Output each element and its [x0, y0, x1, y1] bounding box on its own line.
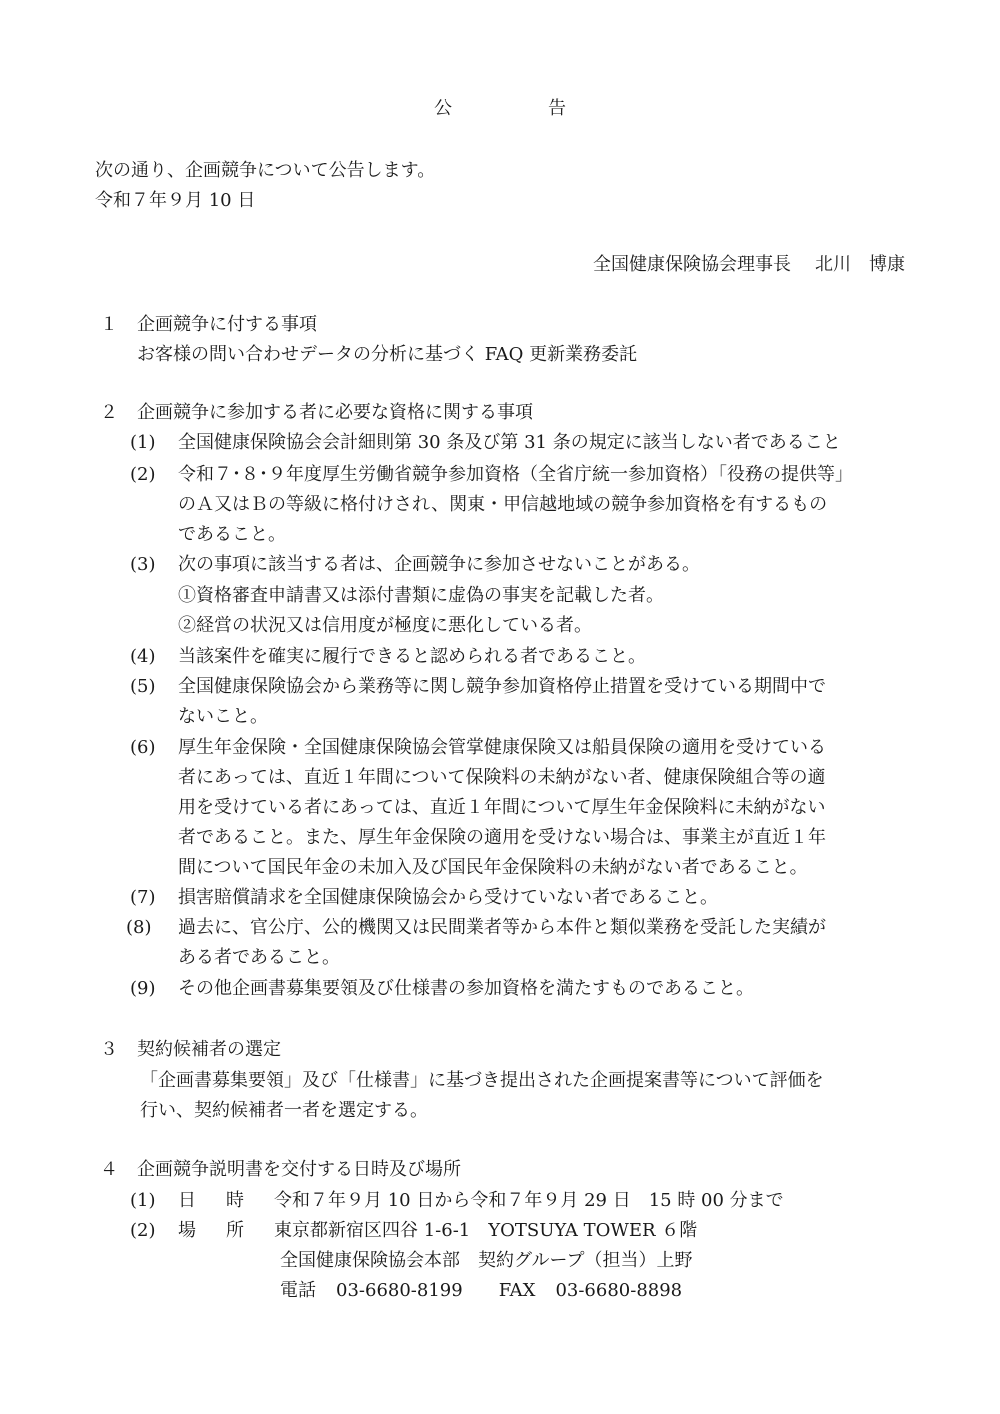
row-value: 令和７年９月 10 日から令和７年９月 29 日 15 時 00 分まで — [274, 1190, 784, 1211]
section-number: ２ — [100, 402, 118, 423]
item-number: (8) — [126, 917, 152, 938]
item-text-cont: 者にあっては、直近１年間について保険料の未納がない者、健康保険組合等の適 — [178, 767, 826, 788]
qualification-item — [126, 913, 826, 943]
item-text-cont: であること。 — [178, 524, 286, 545]
item-number: (4) — [130, 646, 156, 667]
contact-department: 全国健康保険協会本部 契約グループ（担当）上野 — [280, 1250, 693, 1271]
item-text: 厚生年金保険・全国健康保険協会管掌健康保険又は船員保険の適用を受けている — [178, 737, 826, 758]
signatory-title: 全国健康保険協会理事長 — [593, 254, 791, 275]
section-4-heading — [100, 1155, 461, 1185]
notice-date: 令和７年９月 10 日 — [95, 190, 256, 211]
section-title: 企画競争説明書を交付する日時及び場所 — [137, 1159, 461, 1180]
item-number: (5) — [130, 676, 156, 697]
section-1-heading — [100, 310, 317, 340]
intro-text: 次の通り、企画競争について公告します。 — [95, 160, 436, 181]
item-text: 過去に、官公庁、公的機関又は民間業者等から本件と類似業務を受託した実績が — [178, 917, 826, 938]
title-char-1: 公 — [434, 98, 452, 119]
qualification-item — [130, 672, 826, 702]
contact-phone-fax — [280, 1276, 682, 1306]
section-number: ３ — [100, 1039, 118, 1060]
section-3-body-cont: 行い、契約候補者一者を選定する。 — [140, 1100, 428, 1121]
qualification-item — [130, 883, 718, 913]
fax-number: 03-6680-8898 — [555, 1280, 683, 1301]
qualification-item — [130, 642, 646, 672]
item-text: 令和７･８･９年度厚生労働省競争参加資格（全省庁統一参加資格）「役務の提供等」 — [178, 464, 853, 485]
notice-title — [0, 94, 1000, 124]
item-text: 損害賠償請求を全国健康保険協会から受けていない者であること。 — [178, 887, 718, 908]
signatory-given: 博康 — [869, 254, 905, 275]
item-text: その他企画書募集要領及び仕様書の参加資格を満たすものであること。 — [178, 978, 754, 999]
item-text-cont: のＡ又はＢの等級に格付けされ、関東・甲信越地域の競争参加資格を有するもの — [178, 494, 828, 515]
item-text-cont: ある者であること。 — [178, 947, 340, 968]
item-number: (3) — [130, 554, 156, 575]
item-text-cont: ないこと。 — [178, 706, 268, 727]
tel-label: 電話 — [280, 1280, 316, 1301]
item-number: (6) — [130, 737, 156, 758]
qualification-item — [130, 974, 754, 1004]
sub-item: ②経営の状況又は信用度が極度に悪化している者。 — [178, 615, 592, 636]
item-number: (1) — [130, 432, 156, 453]
qualification-item — [130, 733, 826, 763]
schedule-row — [130, 1186, 784, 1216]
location-row — [130, 1216, 697, 1246]
item-number: (1) — [130, 1190, 156, 1211]
qualification-item — [130, 428, 841, 458]
row-label: 場 所 — [178, 1220, 244, 1241]
row-label: 日 時 — [178, 1190, 244, 1211]
item-text: 当該案件を確実に履行できると認められる者であること。 — [178, 646, 646, 667]
section-number: ４ — [100, 1159, 118, 1180]
section-3-heading — [100, 1035, 281, 1065]
section-title: 契約候補者の選定 — [137, 1039, 281, 1060]
item-text-cont: 間について国民年金の未加入及び国民年金保険料の未納がない者であること。 — [178, 857, 808, 878]
tel-number: 03-6680-8199 — [336, 1280, 463, 1301]
section-3-body: 「企画書募集要領」及び「仕様書」に基づき提出された企画提案書等について評価を — [140, 1070, 824, 1091]
title-char-2: 告 — [548, 98, 566, 119]
item-number: (9) — [130, 978, 156, 999]
section-number: １ — [100, 314, 118, 335]
row-value: 東京都新宿区四谷 1-6-1 YOTSUYA TOWER ６階 — [274, 1220, 698, 1241]
qualification-item — [130, 550, 700, 580]
fax-label: FAX — [498, 1280, 536, 1301]
section-title: 企画競争に付する事項 — [137, 314, 317, 335]
item-number: (2) — [130, 1220, 156, 1241]
item-text-cont: 者であること。また、厚生年金保険の適用を受けない場合は、事業主が直近１年 — [178, 827, 826, 848]
section-2-heading — [100, 398, 533, 428]
item-text: 全国健康保険協会会計細則第 30 条及び第 31 条の規定に該当しない者であること — [178, 432, 841, 453]
section-1-body: お客様の問い合わせデータの分析に基づく FAQ 更新業務委託 — [137, 344, 638, 365]
item-text: 次の事項に該当する者は、企画競争に参加させないことがある。 — [178, 554, 700, 575]
item-number: (7) — [130, 887, 156, 908]
signatory-surname: 北川 — [815, 254, 851, 275]
item-text: 全国健康保険協会から業務等に関し競争参加資格停止措置を受けている期間中で — [178, 676, 826, 697]
qualification-item — [130, 460, 853, 490]
section-title: 企画競争に参加する者に必要な資格に関する事項 — [137, 402, 533, 423]
sub-item: ①資格審査申請書又は添付書類に虚偽の事実を記載した者。 — [178, 585, 664, 606]
signatory — [593, 250, 905, 280]
item-number: (2) — [130, 464, 156, 485]
item-text-cont: 用を受けている者にあっては、直近１年間について厚生年金保険料に未納がない — [178, 797, 826, 818]
